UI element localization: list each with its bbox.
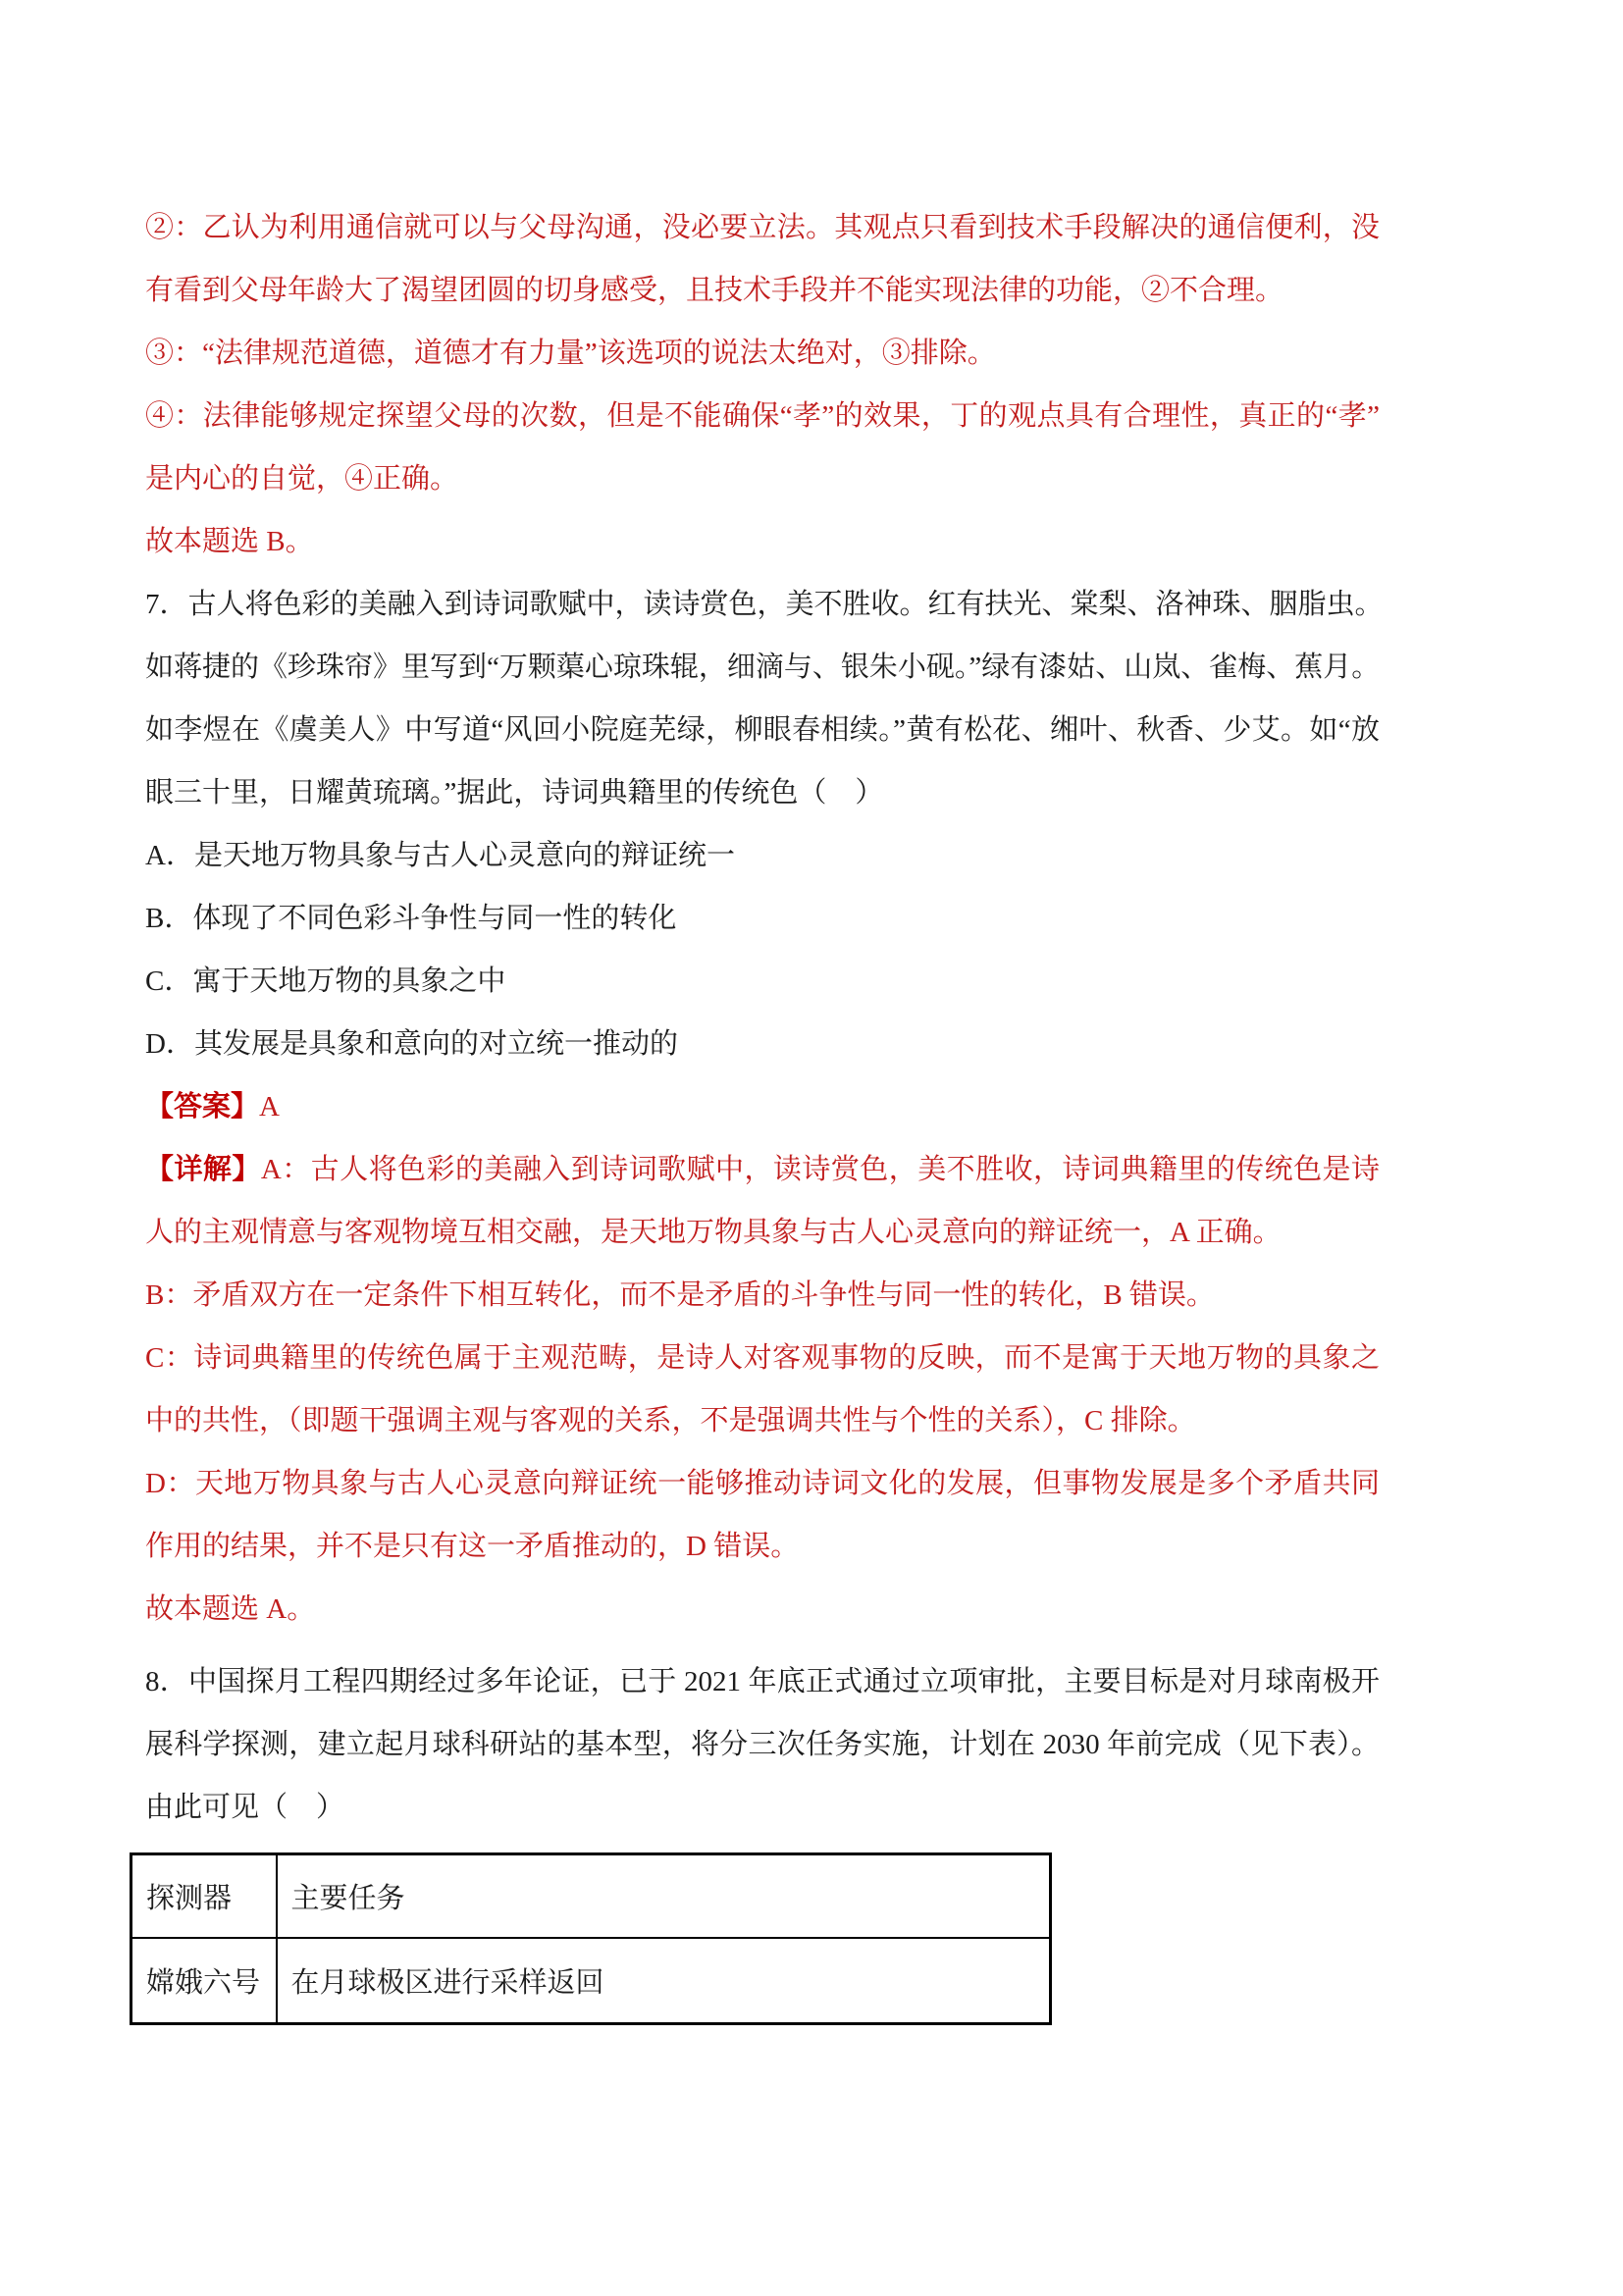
table-header-task: 主要任务 — [277, 1854, 1051, 1938]
question-7-stem-line-2: 如蒋捷的《珍珠帘》里写到“万颗蕖心琼珠辊，细滴与、银朱小砚。”绿有漆姑、山岚、雀梅、蕉月。 — [145, 652, 1381, 683]
table-cell-probe-name: 嫦娥六号 — [131, 1938, 277, 2024]
question-7-stem-line-3: 如李煜在《虞美人》中写道“风回小院庭芜绿，柳眼春相续。”黄有松花、缃叶、秋香、少艾。如“放 — [145, 714, 1380, 746]
table-header-probe: 探测器 — [131, 1854, 277, 1938]
answer-line-q7 — [145, 1075, 1380, 1138]
table-row — [131, 1938, 1051, 2024]
analysis-label: 【详解】 — [145, 1154, 261, 1185]
analysis-point-4-line-2: 是内心的自觉，④正确。 — [145, 463, 459, 495]
question-7-stem-line-1: 7．古人将色彩的美融入到诗词歌赋中，读诗赏色，美不胜收。红有扶光、棠梨、洛神珠、胭脂虫。 — [145, 589, 1384, 620]
analysis-point-2-line-1: ②：乙认为利用通信就可以与父母沟通，没必要立法。其观点只看到技术手段解决的通信便利，没 — [145, 212, 1380, 243]
analysis-q7-line-6: D：天地万物具象与古人心灵意向辩证统一能够推动诗词文化的发展，但事物发展是多个矛盾共同 — [145, 1468, 1380, 1499]
analysis-q7-line-5: 中的共性，（即题干强调主观与客观的关系，不是强调共性与个性的关系），C 排除。 — [145, 1405, 1196, 1436]
question-8-stem-line-3: 由此可见（ ） — [145, 1792, 345, 1823]
question-8-stem-line-1: 8．中国探月工程四期经过多年论证，已于 2021 年底正式通过立项审批，主要目标是对月球南极开 — [145, 1666, 1380, 1697]
answer-conclusion-q7: 故本题选 A。 — [145, 1593, 316, 1625]
lunar-mission-table — [130, 1852, 1052, 2025]
question-7-option-d: D．其发展是具象和意向的对立统一推动的 — [145, 1028, 678, 1060]
analysis-q7-line-4: C：诗词典籍里的传统色属于主观范畴，是诗人对客观事物的反映，而不是寓于天地万物的具象之 — [145, 1342, 1380, 1374]
answer-conclusion-prev-question: 故本题选 B。 — [145, 526, 314, 557]
answer-value: A — [259, 1091, 280, 1122]
question-7-stem-line-4: 眼三十里，日耀黄琉璃。”据此，诗词典籍里的传统色（ ） — [145, 777, 884, 809]
analysis-point-4-line-1: ④：法律能够规定探望父母的次数，但是不能确保“孝”的效果，丁的观点具有合理性，真正的“孝” — [145, 400, 1380, 432]
question-8-stem-line-2: 展科学探测，建立起月球科研站的基本型，将分三次任务实施，计划在 2030 年前完成（见下表）。 — [145, 1729, 1380, 1760]
analysis-point-2-line-2: 有看到父母年龄大了渴望团圆的切身感受，且技术手段并不能实现法律的功能，②不合理。 — [145, 275, 1284, 306]
analysis-q7-line-7: 作用的结果，并不是只有这一矛盾推动的，D 错误。 — [145, 1531, 800, 1562]
analysis-q7-line-2: 人的主观情意与客观物境互相交融，是天地万物具象与古人心灵意向的辩证统一，A 正确。 — [145, 1217, 1282, 1248]
analysis-q7-line-3: B：矛盾双方在一定条件下相互转化，而不是矛盾的斗争性与同一性的转化，B 错误。 — [145, 1279, 1215, 1311]
question-7-option-a: A．是天地万物具象与古人心灵意向的辩证统一 — [145, 840, 735, 871]
table-cell-task-desc: 在月球极区进行采样返回 — [277, 1938, 1051, 2024]
analysis-point-3-line: ③：“法律规范道德，道德才有力量”该选项的说法太绝对，③排除。 — [145, 338, 996, 369]
question-7-option-b: B．体现了不同色彩斗争性与同一性的转化 — [145, 903, 677, 934]
question-7-option-c: C．寓于天地万物的具象之中 — [145, 965, 506, 997]
analysis-q7-line-1-text: A：古人将色彩的美融入到诗词歌赋中，读诗赏色，美不胜收，诗词典籍里的传统色是诗 — [260, 1154, 1380, 1185]
answer-label: 【答案】 — [145, 1091, 260, 1122]
analysis-q7-line-1 — [145, 1138, 1380, 1201]
table-header-row — [131, 1854, 1051, 1938]
